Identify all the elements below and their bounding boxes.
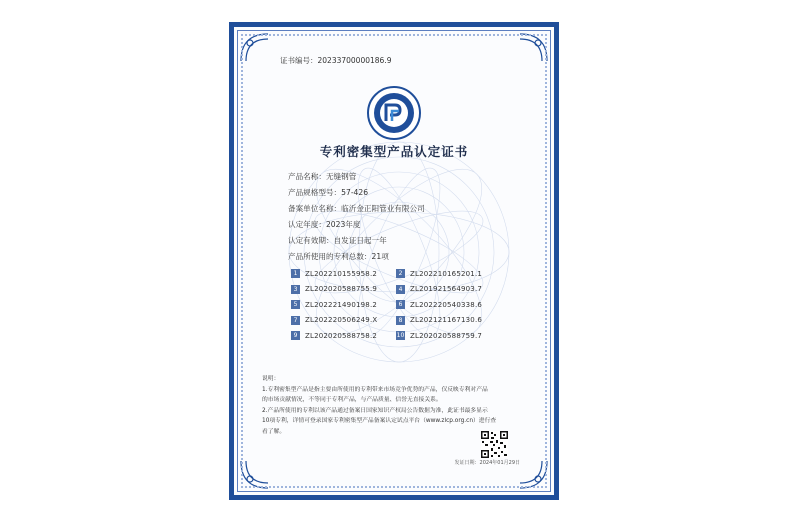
certificate-number-label: 证书编号： (280, 56, 318, 65)
patent-index-badge: 9 (291, 331, 300, 340)
issue-date: 发证日期：2024年01月29日 (454, 460, 520, 466)
patent-index-badge: 5 (291, 300, 300, 309)
patent-item (396, 285, 501, 294)
certificate-title: 专利密集型产品认定证书 (319, 144, 469, 159)
notes-heading: 说明： (262, 376, 280, 382)
patent-number: ZL202020588759.7 (410, 331, 483, 340)
patent-list (291, 266, 511, 344)
notes-line: 2.产品所使用的专利以该产品通过备案日国家知识产权局公告数据为准，此证书最多显示 (262, 407, 488, 414)
certificate-number-value: 20233700000186.9 (317, 56, 392, 65)
patent-item (291, 285, 396, 294)
patent-item (396, 300, 501, 309)
corner-ornament-top-left (238, 31, 272, 65)
patent-row (291, 313, 511, 329)
certificate (229, 22, 559, 500)
patent-item (291, 331, 396, 340)
emblem-logo (366, 85, 422, 141)
corner-ornament-bottom-right (516, 457, 550, 491)
notes-line: 10项专利，详情可登录国家专利密集型产品备案认定试点平台（www.zlcp.org.cn）进行查 (262, 418, 497, 424)
patent-row (291, 282, 511, 298)
patent-number: ZL202210165201.1 (410, 269, 483, 278)
validity-period: 认定有效期：自发证日起一年 (288, 236, 387, 245)
patent-number: ZL202020588758.2 (305, 331, 378, 340)
patent-number: ZL202220506249.X (305, 316, 378, 325)
patent-item (291, 316, 396, 325)
notes-section (262, 374, 542, 437)
notes-line: 看了解。 (262, 428, 286, 435)
patent-index-badge: 2 (396, 269, 405, 278)
patent-index-badge: 7 (291, 316, 300, 325)
patent-number: ZL202220540338.6 (410, 300, 483, 309)
patent-row (291, 297, 511, 313)
certification-year: 认定年度：2023年度 (288, 220, 361, 229)
certificate-details (288, 169, 425, 265)
patent-number: ZL202020588755.9 (305, 285, 378, 294)
patent-row (291, 328, 511, 344)
patent-number: ZL202221490198.2 (305, 300, 378, 309)
guilloche-pattern (274, 127, 524, 377)
patent-item (396, 269, 501, 278)
patent-total: 产品所使用的专利总数：21项 (288, 252, 389, 261)
qr-code (481, 431, 508, 458)
corner-ornament-bottom-left (238, 457, 272, 491)
patent-number: ZL202210155958.2 (305, 269, 378, 278)
patent-index-badge: 1 (291, 269, 300, 278)
patent-row (291, 266, 511, 282)
patent-index-badge: 10 (396, 332, 405, 340)
patent-index-badge: 3 (291, 285, 300, 294)
product-name: 产品名称：无缝钢管 (288, 172, 357, 181)
certificate-number (280, 55, 391, 66)
notes-line: 1.专利密集型产品是指主要由所使用的专利带来市场竞争优势的产品，仅反映专利对产品 (262, 386, 488, 393)
patent-index-badge: 4 (396, 285, 405, 294)
patent-index-badge: 8 (396, 316, 405, 325)
product-model: 产品规格型号：57-426 (288, 188, 369, 197)
patent-number: ZL201921564903.7 (410, 285, 483, 294)
patent-item (291, 269, 396, 278)
patent-item (291, 300, 396, 309)
patent-item (396, 331, 501, 340)
filing-unit: 备案单位名称：临沂金正阳管业有限公司 (288, 204, 425, 213)
patent-number: ZL202121167130.6 (410, 316, 483, 325)
corner-ornament-top-right (516, 31, 550, 65)
patent-item (396, 316, 501, 325)
patent-index-badge: 6 (396, 300, 405, 309)
notes-line: 的市场贡献情况，不等同于专利产品，与产品质量、信誉无直接关系。 (262, 397, 442, 403)
